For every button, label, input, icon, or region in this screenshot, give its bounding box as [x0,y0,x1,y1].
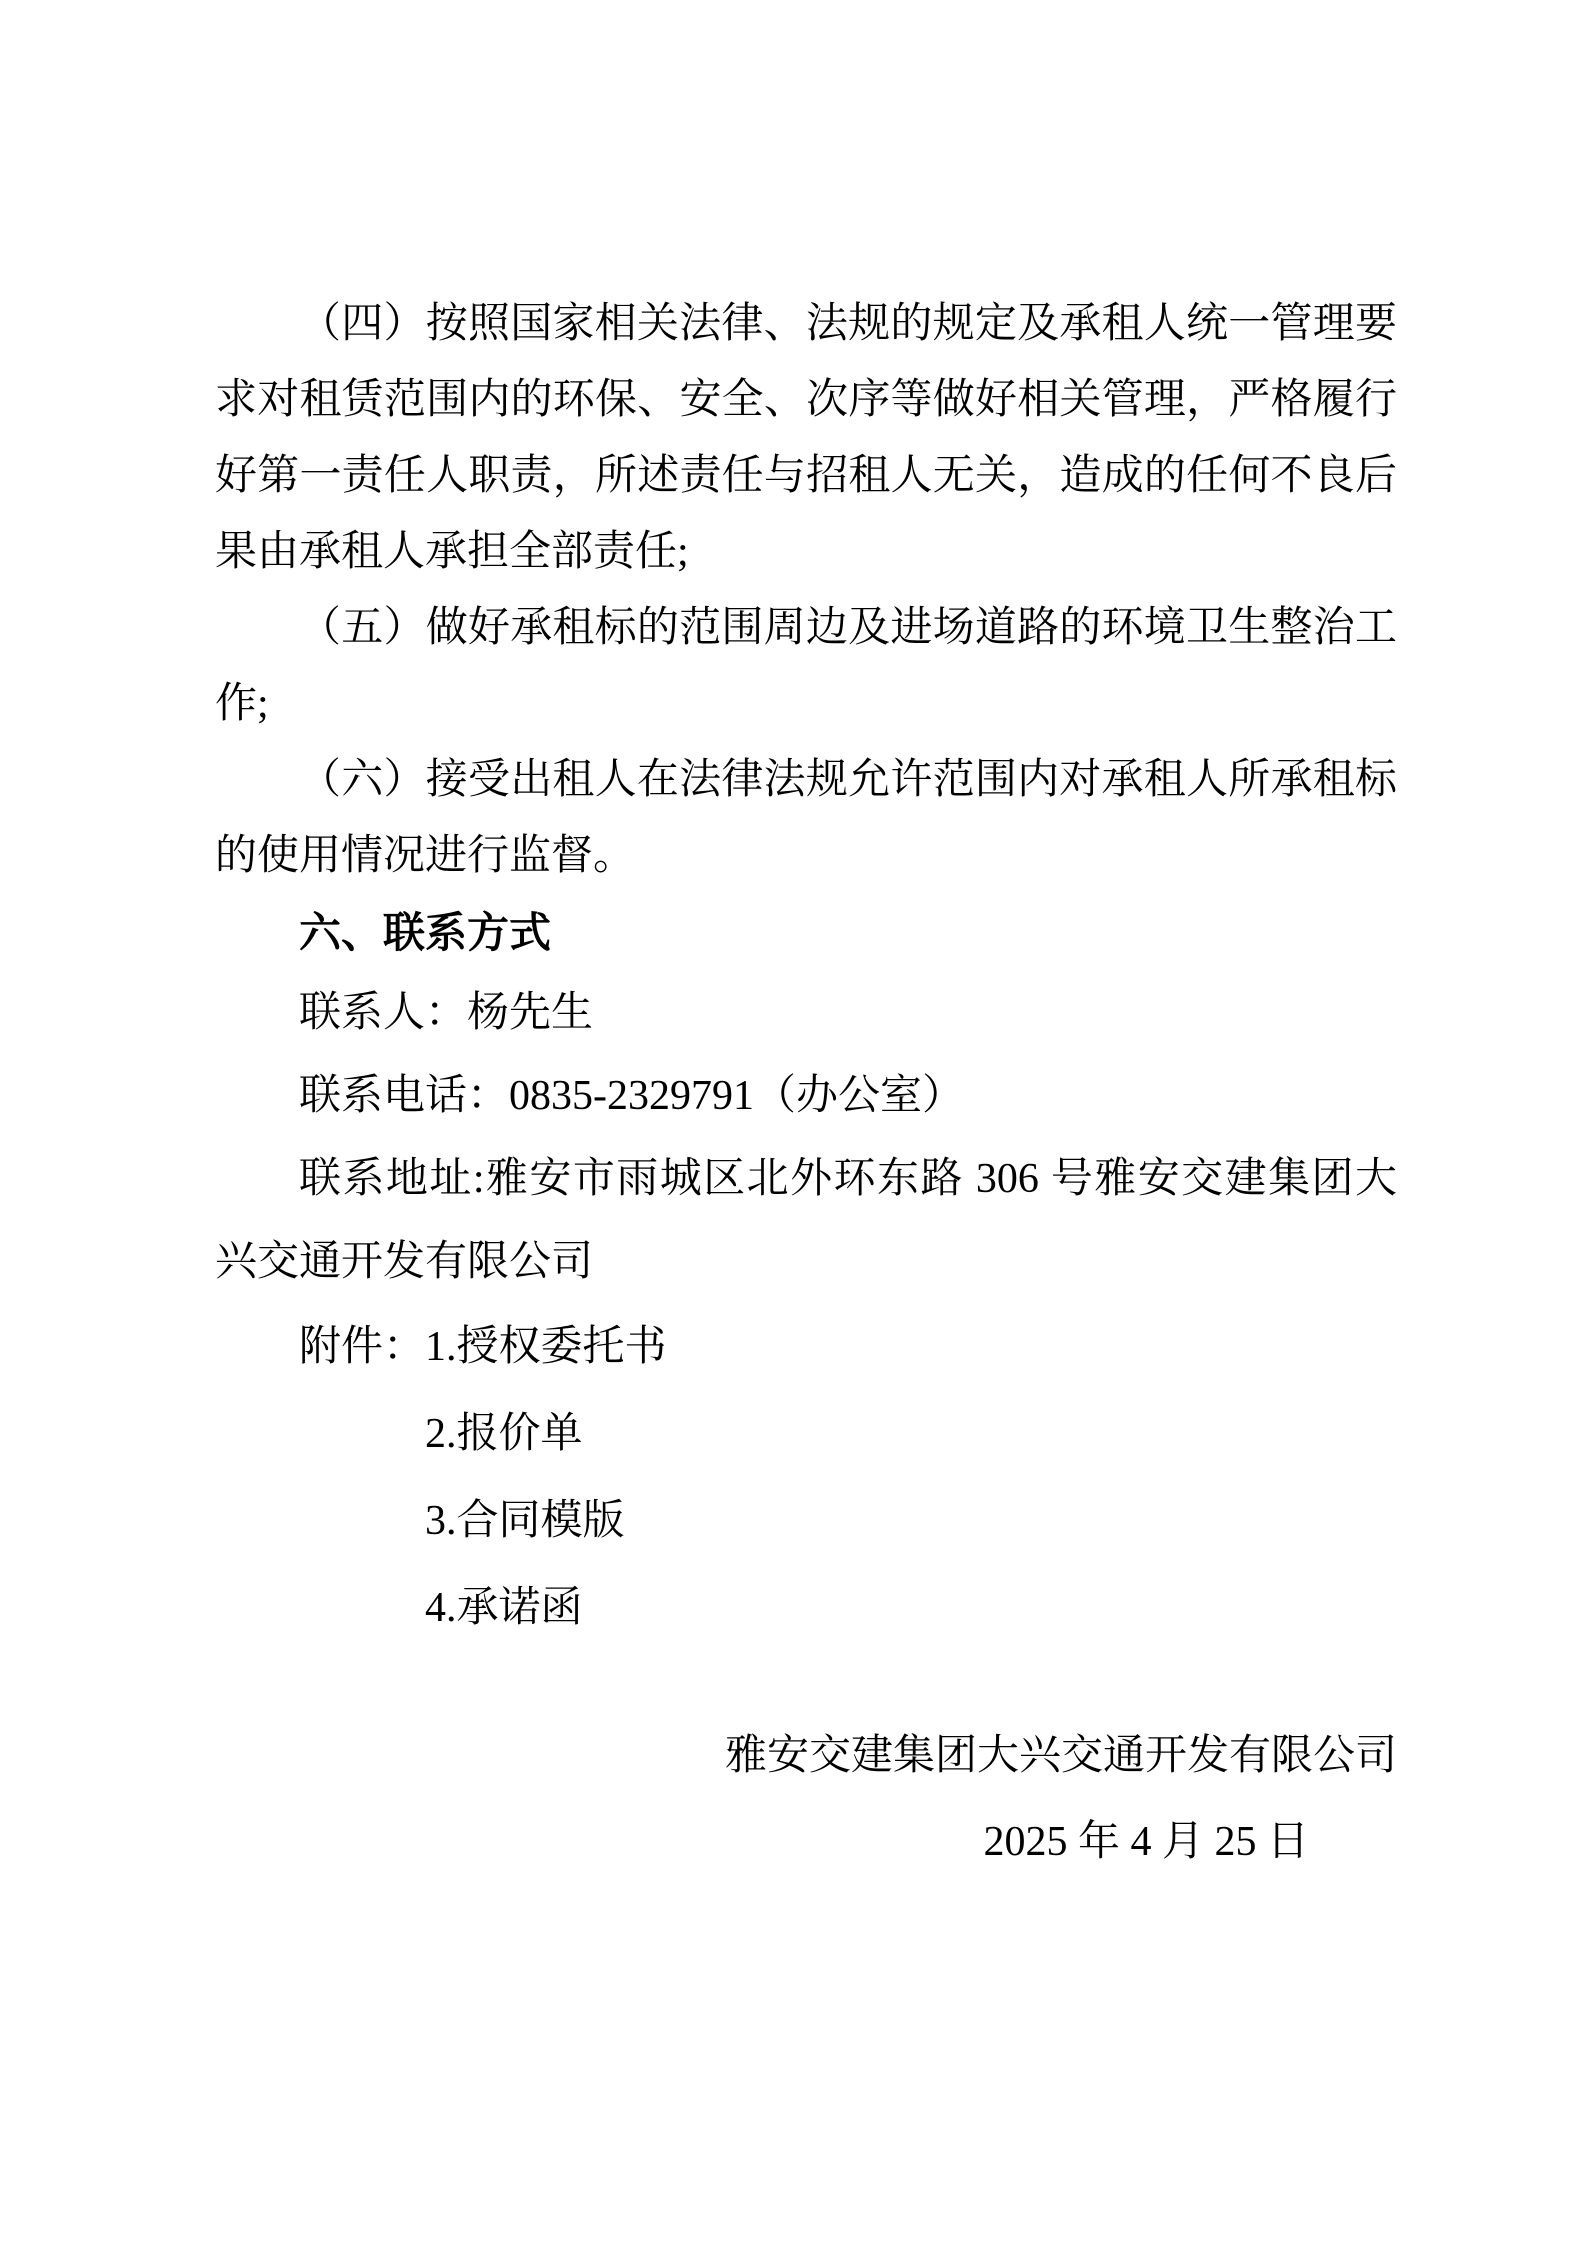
attachment-item-1: 附件：1.授权委托书 [299,1324,667,1370]
signature-section [215,1713,1397,1885]
attachments-section [215,1304,1397,1652]
clause-6-line-1: （六）接受出租人在法律法规允许范围内对承租人所承租标 [299,757,1397,803]
document-content [215,286,1397,1885]
contact-address-line-1: 联系地址:雅安市雨城区北外环东路 306 号雅安交建集团大 [299,1156,1397,1202]
contact-section-heading: 六、联系方式 [299,909,552,956]
signature-company: 雅安交建集团大兴交通开发有限公司 [724,1733,1397,1779]
clause-4-line-4: 果由承租人承担全部责任; [215,529,689,575]
clause-4-line-1: （四）按照国家相关法律、法规的规定及承租人统一管理要 [299,301,1397,347]
clause-5-line-2: 作; [215,681,269,727]
contact-phone: 联系电话：0835-2329791（办公室） [299,1073,964,1119]
clauses-section [215,286,1397,894]
contact-person: 联系人：杨先生 [299,990,594,1036]
signature-date: 2025 年 4 月 25 日 [983,1819,1309,1865]
clause-4-line-2: 求对租赁范围内的环保、安全、次序等做好相关管理，严格履行 [215,377,1397,423]
clause-4-line-3: 好第一责任人职责，所述责任与招租人无关，造成的任何不良后 [215,453,1397,499]
contact-section [215,972,1397,1304]
contact-address-line-2: 兴交通开发有限公司 [215,1239,594,1285]
clause-5-line-1: （五）做好承租标的范围周边及进场道路的环境卫生整治工 [299,605,1397,651]
attachment-item-2: 2.报价单 [425,1411,583,1457]
attachment-item-4: 4.承诺函 [425,1585,583,1631]
attachment-item-3: 3.合同模版 [425,1498,625,1544]
clause-6-line-2: 的使用情况进行监督。 [215,833,636,879]
